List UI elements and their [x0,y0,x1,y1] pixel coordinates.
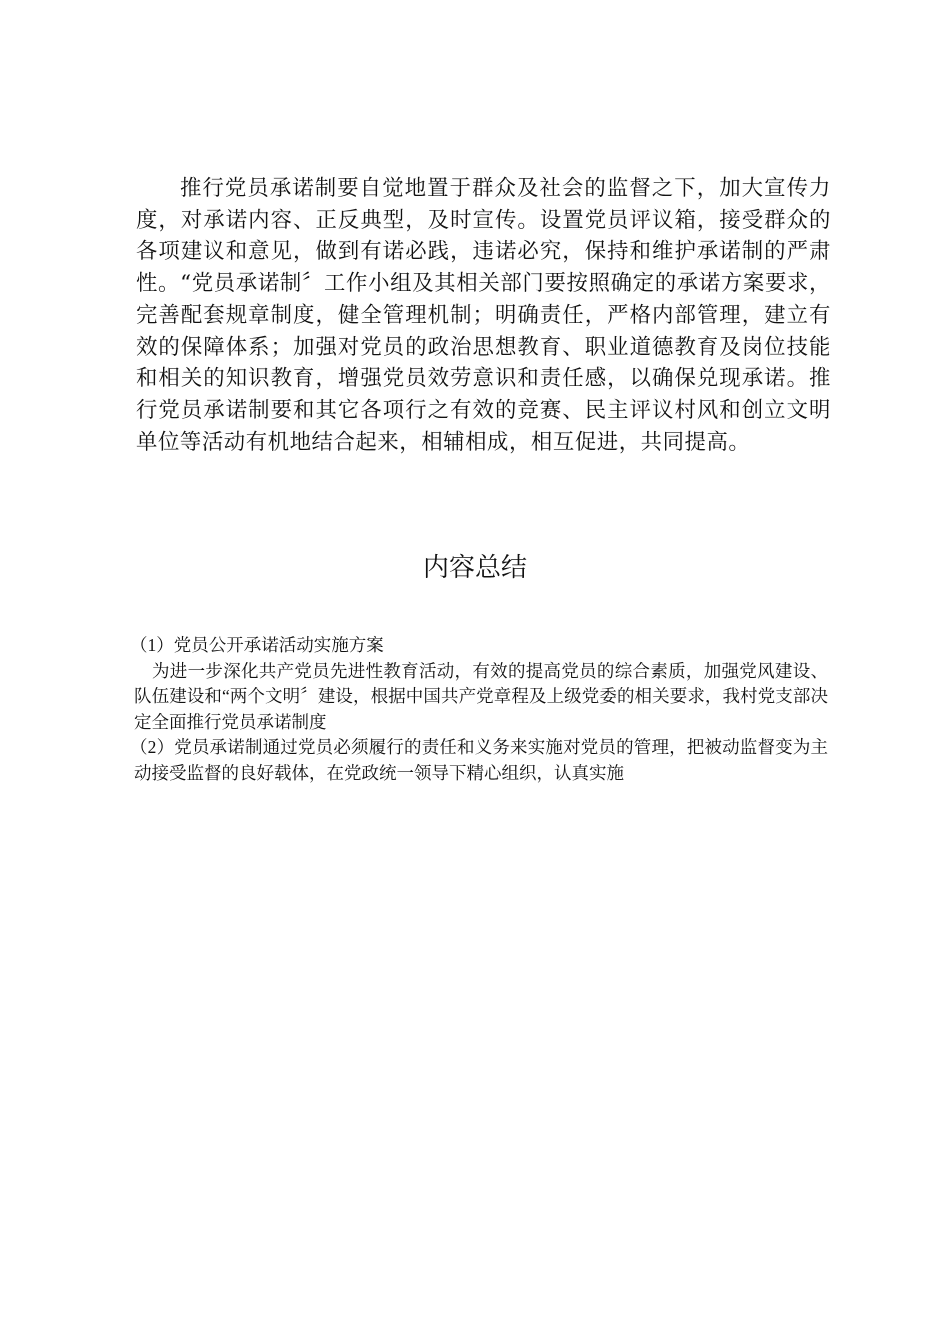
main-paragraph: 推行党员承诺制要自觉地置于群众及社会的监督之下，加大宣传力度，对承诺内容、正反典型，及时宣传。设置党员评议箱，接受群众的各项建议和意见，做到有诺必践，违诺必究，保持和维护承诺制的严肃性。“党员承诺制〞工作小组及其相关部门要按照确定的承诺方案要求，完善配套规章制度，健全管理机制；明确责任，严格内部管理，建立有效的保障体系；加强对党员的政治思想教育、职业道德教育及岗位技能和相关的知识教育，增强党员效劳意识和责任感，以确保兑现承诺。推行党员承诺制要和其它各项行之有效的竞赛、民主评议村风和创立文明单位等活动有机地结合起来，相辅相成，相互促进，共同提高。 [136,176,831,455]
summary-item-2: （2）党员承诺制通过党员必须履行的责任和义务来实施对党员的管理，把被动监督变为主动接受监督的良好载体，在党政统一领导下精心组织，认真实施 [130,737,828,783]
summary-item-1-title: （1）党员公开承诺活动实施方案 [130,635,384,655]
summary-section [130,633,828,787]
section-heading: 内容总结 [422,553,527,583]
summary-item-1-body: 为进一步深化共产党员先进性教育活动，有效的提高党员的综合素质，加强党风建设、队伍建设和“两个文明〞建设，根据中国共产党章程及上级党委的相关要求，我村党支部决定全面推行党员承诺制度 [134,660,828,732]
